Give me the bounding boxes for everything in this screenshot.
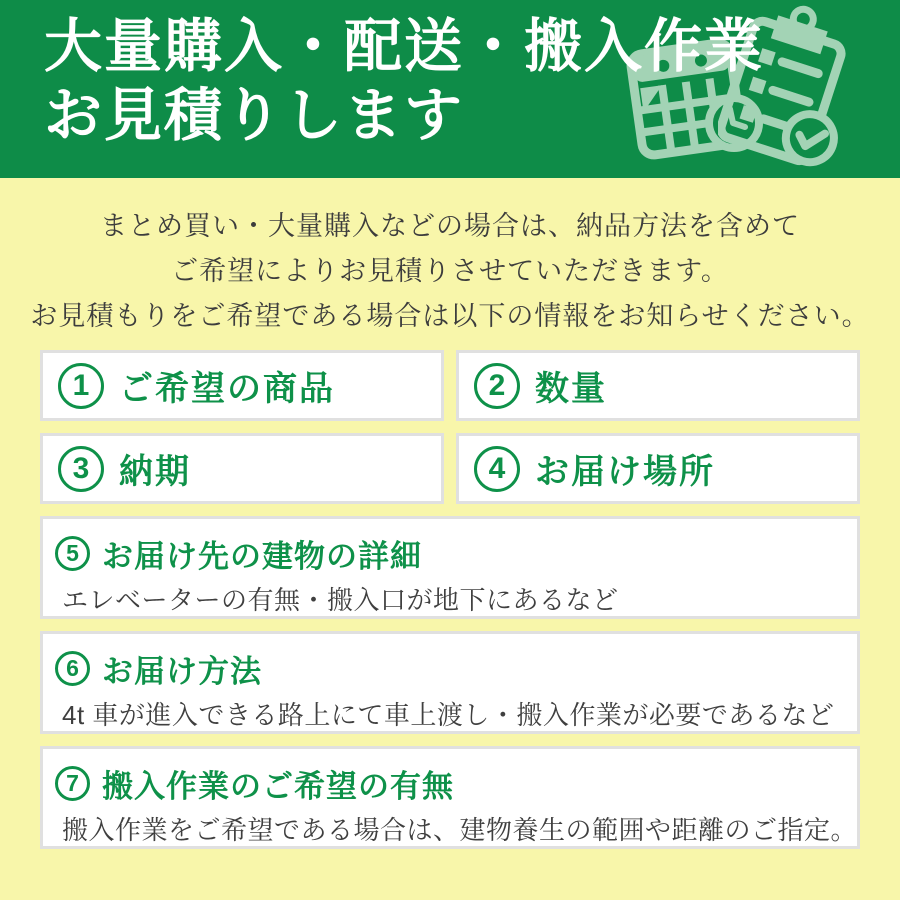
info-box-note: 4t 車が進入できる路上にて車上渡し・搬入作業が必要であるなど [62,700,835,730]
info-box-title: 搬入作業のご希望の有無 [102,769,454,804]
info-box-building-details [40,516,860,619]
info-box-title: 数量 [535,370,607,408]
info-box-title: お届け場所 [535,453,715,491]
number-badge-4: 4 [474,446,520,492]
info-box-title: お届け方法 [102,654,262,689]
info-box-title-row [55,646,843,691]
info-box-note: 搬入作業をご希望である場合は、建物養生の範囲や距離のご指定。 [62,815,858,845]
info-box-row-1 [40,350,860,421]
number-badge-7: 7 [55,766,90,801]
number-badge-2: 2 [474,363,520,409]
intro-text [0,178,900,339]
info-box-title: 納期 [119,453,191,491]
number-badge-6: 6 [55,651,90,686]
info-box-note: エレベーターの有無・搬入口が地下にあるなど [62,585,619,615]
intro-line: ご希望によりお見積りさせていただきます。 [171,256,729,286]
info-box-title-row [55,531,843,576]
header [0,0,900,178]
info-box-title: お届け先の建物の詳細 [102,539,422,574]
number-badge-5: 5 [55,536,90,571]
info-box-row-2 [40,433,860,504]
intro-line: お見積もりをご希望である場合は以下の情報をお知らせください。 [30,301,870,331]
page-title [44,12,764,150]
info-box-delivery-method [40,631,860,734]
number-badge-3: 3 [58,446,104,492]
intro-line: まとめ買い・大量購入などの場合は、納品方法を含めて [100,211,800,241]
info-box-delivery-place [456,433,860,504]
info-box-carry-in-request [40,746,860,849]
info-box-delivery-date [40,433,444,504]
info-box-title: ご希望の商品 [119,370,335,408]
info-box-quantity [456,350,860,421]
page-title-line2: お見積りします [44,83,465,148]
info-box-grid [40,350,860,849]
number-badge-1: 1 [58,363,104,409]
info-box-desired-product [40,350,444,421]
info-box-title-row [55,761,843,806]
page-title-line1: 大量購入・配送・搬入作業 [44,14,765,79]
